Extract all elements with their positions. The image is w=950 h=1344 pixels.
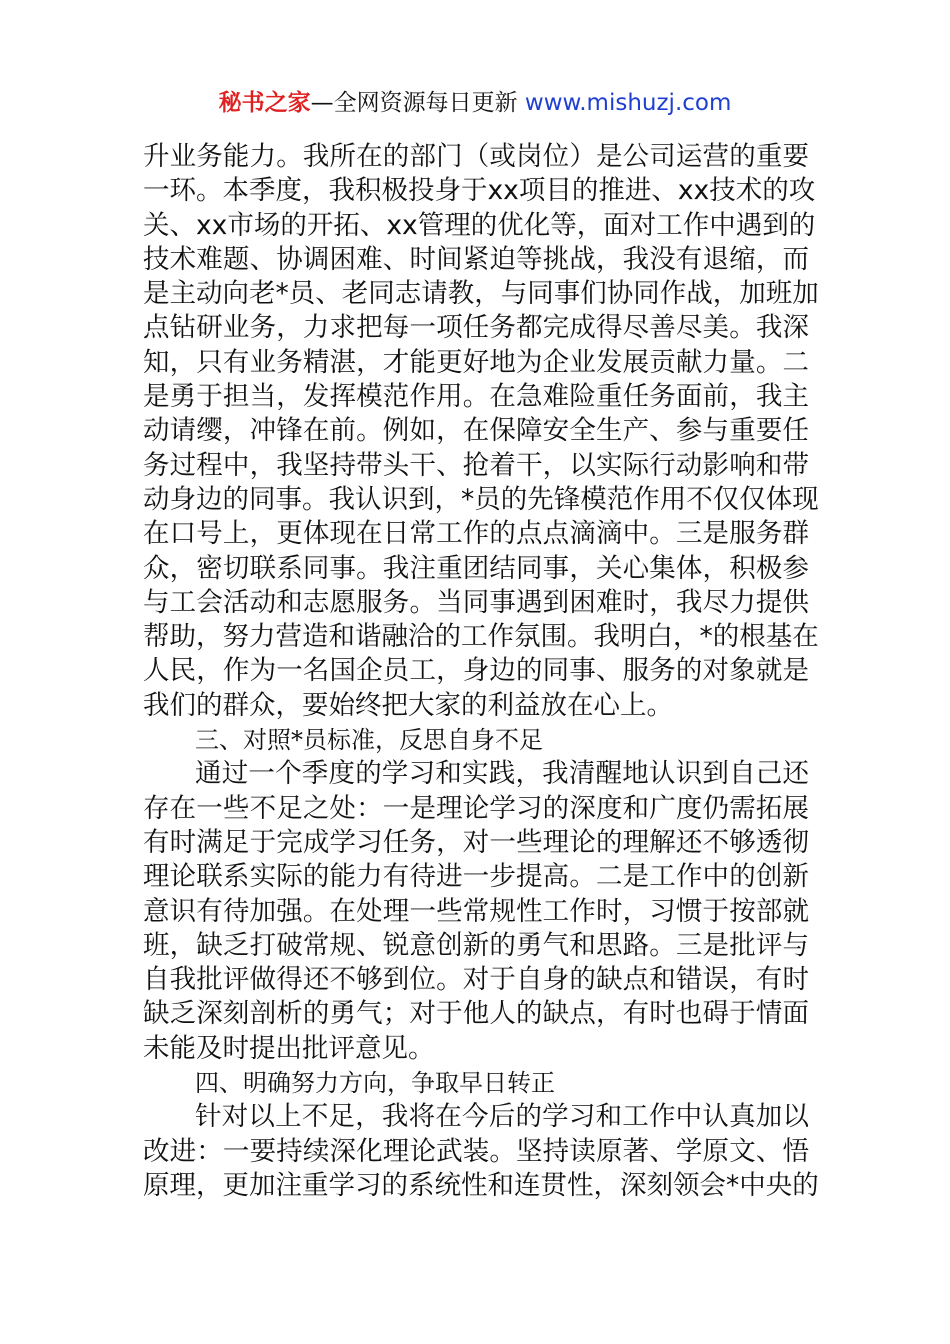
section-heading-4: 四、明确努力方向，争取早日转正 <box>195 1069 555 1098</box>
body-line: 原理，更加注重学习的系统性和连贯性，深刻领会*中央的 <box>143 1169 819 1201</box>
paragraph-first-line: 通过一个季度的学习和实践，我清醒地认识到自己还 <box>195 758 809 790</box>
body-line: 一环。本季度，我积极投身于xx项目的推进、xx技术的攻 <box>143 175 816 207</box>
body-line: 意识有待加强。在处理一些常规性工作时，习惯于按部就 <box>143 895 809 927</box>
body-line: 关、xx市场的开拓、xx管理的优化等，面对工作中遇到的 <box>143 209 816 241</box>
body-line: 我们的群众，要始终把大家的利益放在心上。 <box>143 689 673 721</box>
body-line: 务过程中，我坚持带头干、抢着干，以实际行动影响和带 <box>143 449 809 481</box>
body-line: 人民，作为一名国企员工，身边的同事、服务的对象就是 <box>143 655 809 687</box>
body-line: 众，密切联系同事。我注重团结同事，关心集体，积极参 <box>143 552 809 584</box>
body-line: 班，缺乏打破常规、锐意创新的勇气和思路。三是批评与 <box>143 929 809 961</box>
body-line: 知，只有业务精湛，才能更好地为企业发展贡献力量。二 <box>143 346 809 378</box>
body-line: 理论联系实际的能力有待进一步提高。二是工作中的创新 <box>143 861 809 893</box>
body-line: 在口号上，更体现在日常工作的点点滴滴中。三是服务群 <box>143 518 809 550</box>
paragraph-first-line: 针对以上不足，我将在今后的学习和工作中认真加以 <box>195 1101 809 1133</box>
body-line: 帮助，努力营造和谐融洽的工作氛围。我明白，*的根基在 <box>143 621 819 653</box>
body-line: 未能及时提出批评意见。 <box>143 1032 435 1064</box>
body-line: 技术难题、协调困难、时间紧迫等挑战，我没有退缩，而 <box>143 243 809 275</box>
section-heading-3: 三、对照*员标准，反思自身不足 <box>195 726 543 755</box>
body-line: 改进：一要持续深化理论武装。坚持读原著、学原文、悟 <box>143 1135 809 1167</box>
site-header <box>0 86 950 120</box>
site-tagline: —全网资源每日更新 <box>310 90 518 116</box>
site-url-link[interactable]: www.mishuzj.com <box>524 90 732 116</box>
body-line: 自我批评做得还不够到位。对于自身的缺点和错误，有时 <box>143 964 809 996</box>
body-line: 是勇于担当，发挥模范作用。在急难险重任务面前，我主 <box>143 381 809 413</box>
body-line: 与工会活动和志愿服务。当同事遇到困难时，我尽力提供 <box>143 586 809 618</box>
body-line: 缺乏深刻剖析的勇气；对于他人的缺点，有时也碍于情面 <box>143 998 809 1030</box>
body-line: 点钻研业务，力求把每一项任务都完成得尽善尽美。我深 <box>143 312 809 344</box>
body-line: 有时满足于完成学习任务，对一些理论的理解还不够透彻 <box>143 826 809 858</box>
body-line: 动请缨，冲锋在前。例如，在保障安全生产、参与重要任 <box>143 415 809 447</box>
body-line: 是主动向老*员、老同志请教，与同事们协同作战，加班加 <box>143 278 819 310</box>
document-body <box>143 140 819 1203</box>
body-line: 升业务能力。我所在的部门（或岗位）是公司运营的重要 <box>143 141 809 172</box>
body-line: 动身边的同事。我认识到，*员的先锋模范作用不仅仅体现 <box>143 483 819 515</box>
site-brand: 秘书之家 <box>218 90 311 116</box>
body-line: 存在一些不足之处：一是理论学习的深度和广度仍需拓展 <box>143 792 809 824</box>
